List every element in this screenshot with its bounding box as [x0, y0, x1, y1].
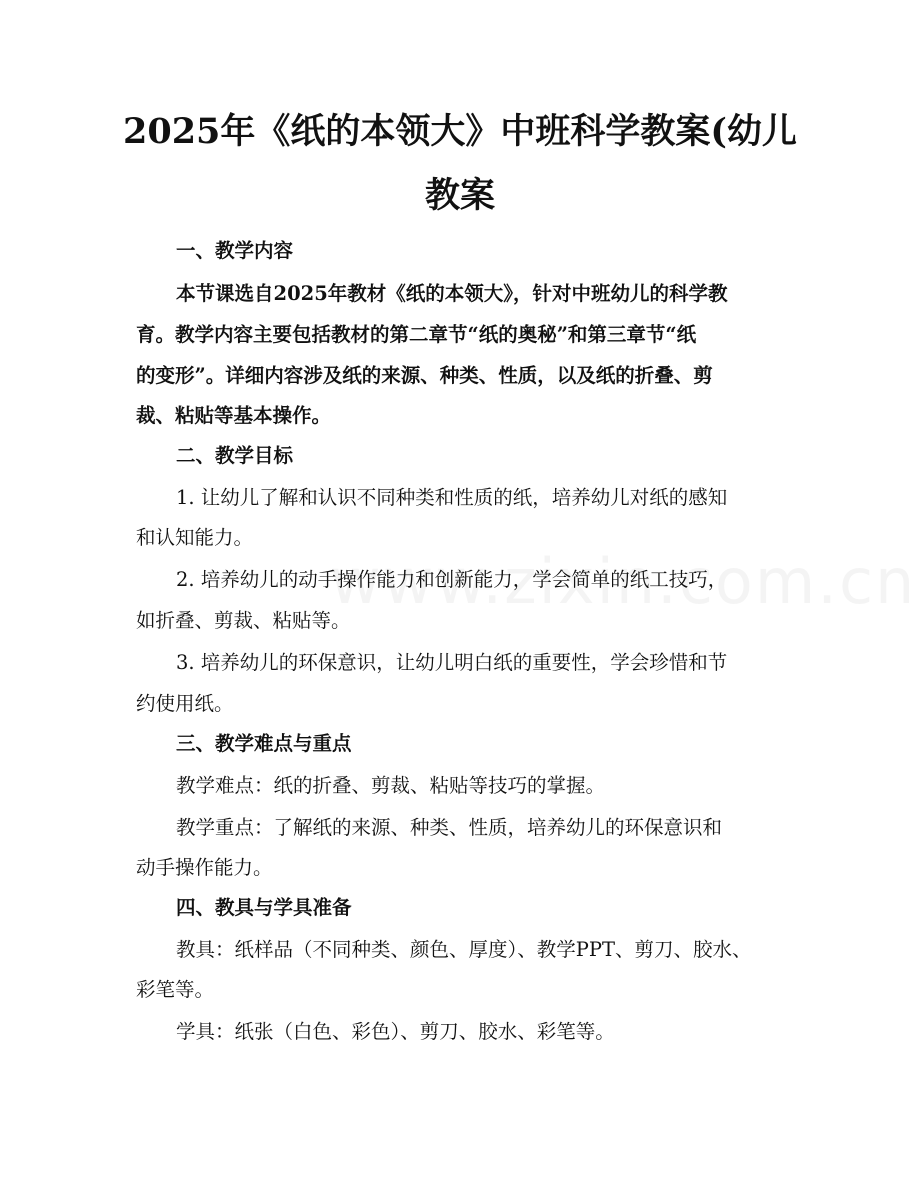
list-item-line: 如折叠、剪裁、粘贴等。 [136, 609, 351, 632]
section-heading-difficulties: 三、教学难点与重点 [176, 732, 352, 755]
paragraph-line: 学具：纸张（白色、彩色）、剪刀、胶水、彩笔等。 [176, 1020, 615, 1043]
paragraph-line: 教具：纸样品（不同种类、颜色、厚度）、教学PPT、剪刀、胶水、 [176, 938, 752, 961]
paragraph-line: 育。教学内容主要包括教材的第二章节“纸的奥秘”和第三章节“纸 [136, 323, 697, 346]
page-title-line-1: 2025年《纸的本领大》中班科学教案(幼儿 [123, 111, 797, 152]
section-heading-content: 一、教学内容 [176, 239, 294, 262]
paragraph-line: 本节课选自2025年教材《纸的本领大》，针对中班幼儿的科学教 [176, 282, 728, 305]
list-item-line: 3. 培养幼儿的环保意识，让幼儿明白纸的重要性，学会珍惜和节 [176, 651, 728, 674]
section-heading-objectives: 二、教学目标 [176, 444, 294, 467]
paragraph-line: 教学重点：了解纸的来源、种类、性质，培养幼儿的环保意识和 [176, 816, 723, 839]
list-item-line: 和认知能力。 [136, 526, 254, 549]
list-item-line: 1. 让幼儿了解和认识不同种类和性质的纸，培养幼儿对纸的感知 [176, 486, 728, 509]
paragraph-line: 动手操作能力。 [136, 856, 273, 879]
paragraph-line: 的变形”。详细内容涉及纸的来源、种类、性质，以及纸的折叠、剪 [136, 364, 713, 387]
paragraph-line: 彩笔等。 [136, 978, 215, 1001]
paragraph-line: 裁、粘贴等基本操作。 [136, 404, 332, 427]
page-title-line-2: 教案 [424, 175, 495, 216]
list-item-line: 约使用纸。 [136, 692, 234, 715]
paragraph-line: 教学难点：纸的折叠、剪裁、粘贴等技巧的掌握。 [176, 774, 606, 797]
list-item-line: 2. 培养幼儿的动手操作能力和创新能力，学会简单的纸工技巧， [176, 568, 728, 591]
section-heading-materials: 四、教具与学具准备 [176, 896, 352, 919]
